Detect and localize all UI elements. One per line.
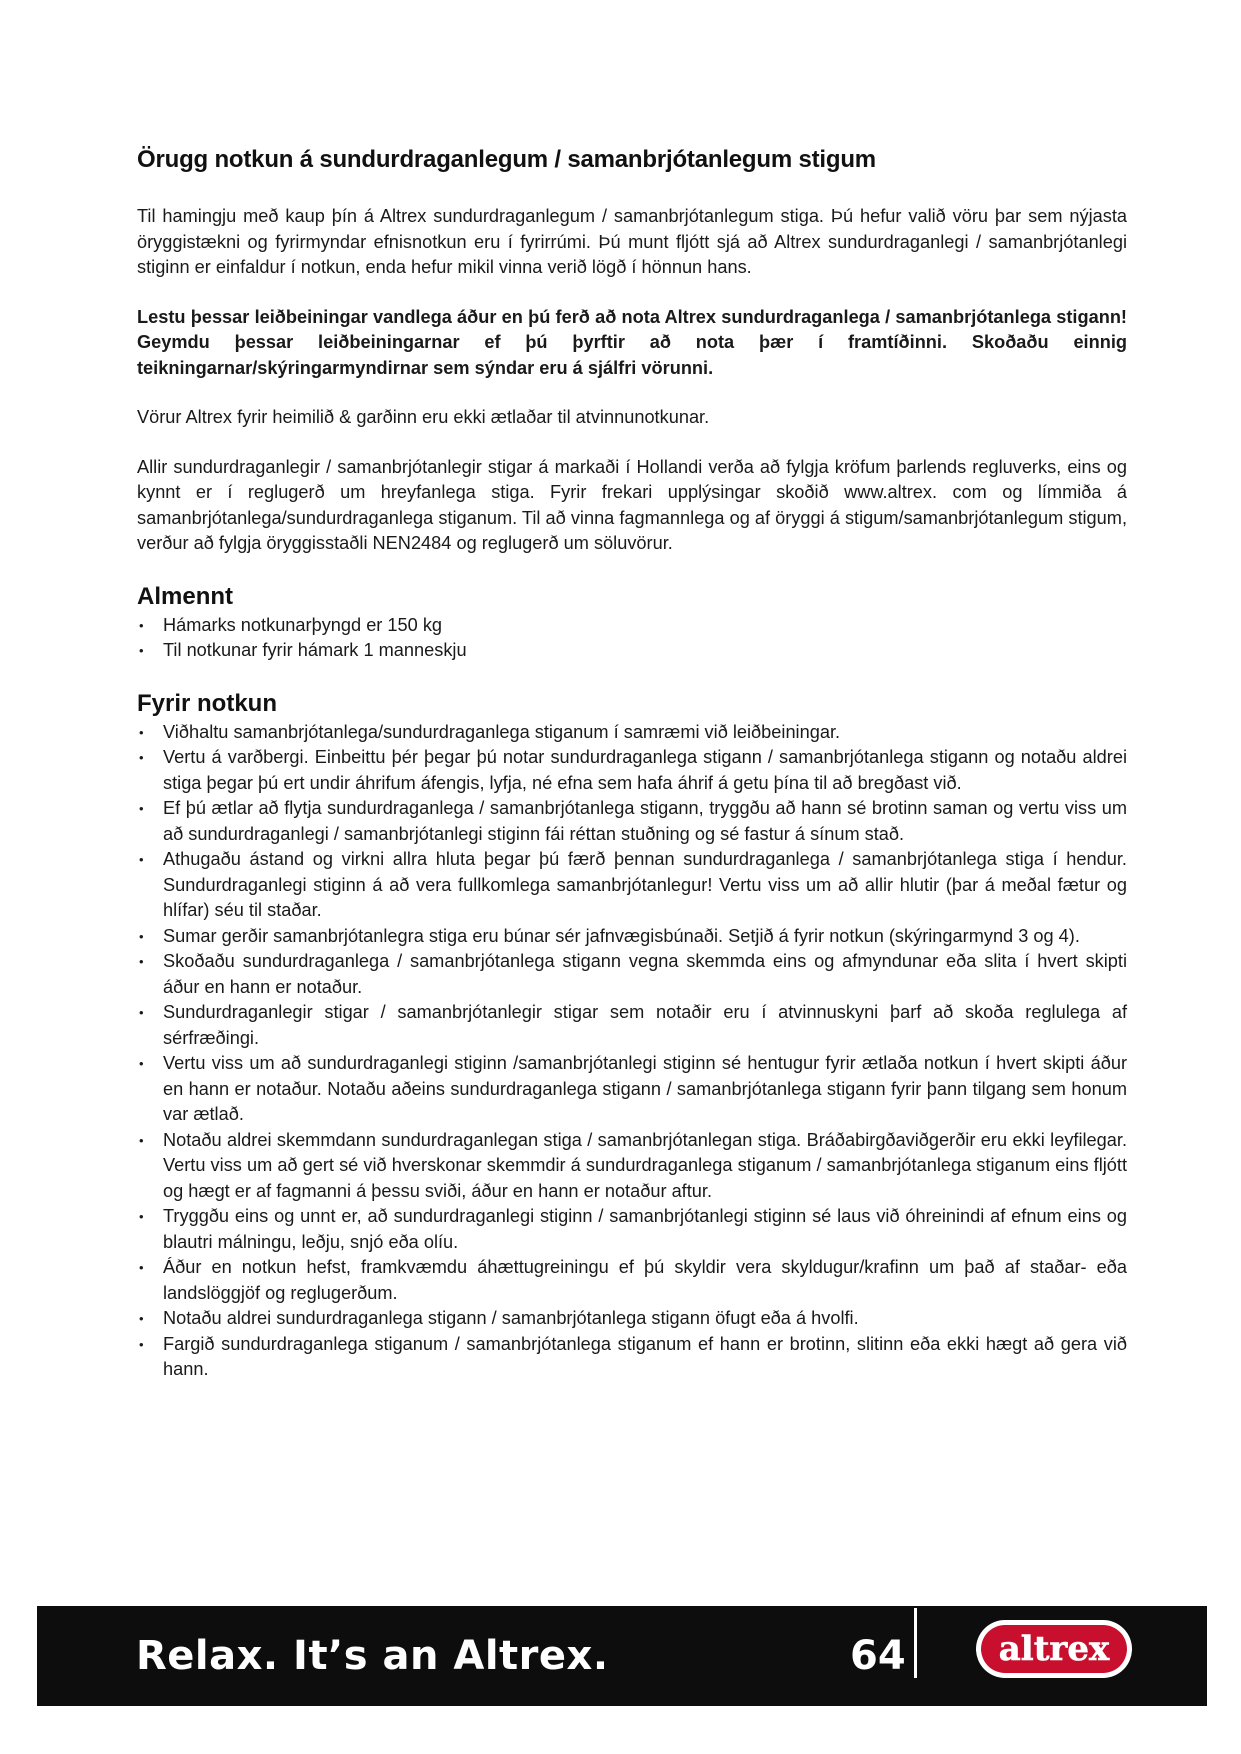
before-use-item-6: • Skoðaðu sundurdraganlega / samanbrjótanlega stigann vegna skemmda eins og afmyndunar eða slita í hvert skipti áður en hann er notaður. bbox=[137, 949, 1127, 1000]
before-use-heading: Fyrir notkun bbox=[137, 689, 278, 717]
regulation-paragraph: Allir sundurdraganlegir / samanbrjótanlegir stigar á markaði í Hollandi verða að fylgja kröfum þarlends regluverks, eins og kynnt er í reglugerð um hreyfanlega stiga. Fyrir frekari upplýsingar skoðið www.altrex. com og límmiða á samanbrjótanlega/sundurdraganlega stiganum. Til að vinna fagmannlega og af öryggi á stigum/samanbrjótanlegum stigum, verður að fylgja öryggisstaðli NEN2484 og reglugerð um söluvörur. bbox=[137, 456, 1127, 553]
warning-paragraph: Lestu þessar leiðbeiningar vandlega áður en þú ferð að nota Altrex sundurdraganlega / samanbrjótanlega stigann! Geymdu þessar leiðbeiningarnar ef þú þyrftir að nota þær í framtíðinni. Skoðaðu einnig teikningarnar/skýringarmyndirnar sem sýndar eru á sjálfri vörunni. bbox=[137, 306, 1127, 378]
before-use-item-2: • Vertu á varðbergi. Einbeittu þér þegar þú notar sundurdraganlega stigann / samanbrjótanlega stigann og notaðu aldrei stiga þegar þú ert undir áhrifum áfengis, lyfja, né efna sem hafa áhrif á getu þína til að bregðast við. bbox=[137, 745, 1127, 796]
before-use-item-9: • Notaðu aldrei skemmdann sundurdraganlegan stiga / samanbrjótanlegan stiga. Bráðabirgðaviðgerðir eru ekki leyfilegar. Vertu viss um að gert sé við hverskonar skemmdir á sundurdraganlega stiganum / samanbrjótanlega stiganum eins fljótt og hægt er af fagmanni á þessu sviði, áður en hann er notaður aftur. bbox=[137, 1128, 1127, 1205]
footer-bar bbox=[37, 1606, 1207, 1706]
general-heading: Almennt bbox=[137, 582, 233, 610]
intro-paragraph: Til hamingju með kaup þín á Altrex sundurdraganlegum / samanbrjótanlegum stiga. Þú hefur valið vöru þar sem nýjasta öryggistækni og fyrirmyndar efnisnotkun eru í fyrirrúmi. Þú munt fljótt sjá að Altrex sundurdraganlegi / samanbrjótanlegi stiginn er einfaldur í notkun, enda hefur mikil vinna verið lögð í hönnun hans. bbox=[137, 206, 1127, 277]
before-use-item-1: • Viðhaltu samanbrjótanlega/sundurdraganlega stiganum í samræmi við leiðbeiningar. bbox=[137, 720, 1127, 746]
general-list bbox=[137, 613, 1127, 664]
consumer-note-paragraph: Vörur Altrex fyrir heimilið & garðinn eru ekki ætlaðar til atvinnunotkunar. bbox=[137, 407, 710, 427]
altrex-logo-text: altrex bbox=[998, 1629, 1110, 1669]
footer-slogan: Relax. It’s an Altrex. bbox=[136, 1633, 609, 1679]
document-body bbox=[137, 146, 1127, 1383]
before-use-item-10: • Tryggðu eins og unnt er, að sundurdraganlegi stiginn / samanbrjótanlegi stiginn sé laus við óhreinindi af efnum eins og blautri málningu, leðju, snjó eða olíu. bbox=[137, 1204, 1127, 1255]
page-title: Örugg notkun á sundurdraganlegum / samanbrjótanlegum stigum bbox=[137, 146, 876, 173]
before-use-item-8: • Vertu viss um að sundurdraganlegi stiginn /samanbrjótanlegi stiginn sé hentugur fyrir ætlaða notkun í hvert skipti áður en hann er notaður. Notaðu aðeins sundurdraganlega stigann / samanbrjótanlega stigann fyrir þann tilgang sem honum var ætlað. bbox=[137, 1051, 1127, 1128]
before-use-item-12: • Notaðu aldrei sundurdraganlega stigann / samanbrjótanlega stigann öfugt eða á hvolfi. bbox=[137, 1306, 1127, 1332]
before-use-list bbox=[137, 720, 1127, 1383]
general-item-1: • Hámarks notkunarþyngd er 150 kg bbox=[137, 613, 1127, 639]
page-number: 64 bbox=[850, 1633, 906, 1679]
before-use-item-11: • Áður en notkun hefst, framkvæmdu áhættugreiningu ef þú skyldir vera skyldugur/krafinn um það af staðar- eða landslöggjöf og reglugerðum. bbox=[137, 1255, 1127, 1306]
before-use-item-7: • Sundurdraganlegir stigar / samanbrjótanlegir stigar sem notaðir eru í atvinnuskyni þarf að skoða reglulega af sérfræðingi. bbox=[137, 1000, 1127, 1051]
footer-divider bbox=[914, 1608, 917, 1678]
before-use-item-3: • Ef þú ætlar að flytja sundurdraganlega / samanbrjótanlega stigann, tryggðu að hann sé brotinn saman og vertu viss um að sundurdraganlegi / samanbrjótanlegi stiginn fái réttan stuðning og sé fastur á sínum stað. bbox=[137, 796, 1127, 847]
altrex-logo bbox=[974, 1618, 1134, 1680]
before-use-item-5: • Sumar gerðir samanbrjótanlegra stiga eru búnar sér jafnvægisbúnaði. Setjið á fyrir notkun (skýringarmynd 3 og 4). bbox=[137, 924, 1127, 950]
before-use-item-13: • Fargið sundurdraganlega stiganum / samanbrjótanlega stiganum ef hann er brotinn, slitinn eða ekki hægt að gera við hann. bbox=[137, 1332, 1127, 1383]
before-use-item-4: • Athugaðu ástand og virkni allra hluta þegar þú færð þennan sundurdraganlega / samanbrjótanlega stiga í hendur. Sundurdraganlegi stiginn á að vera fullkomlega samanbrjótanlegur! Vertu viss um að allir hlutir (þar á meðal fætur og hlífar) séu til staðar. bbox=[137, 847, 1127, 924]
general-item-2: • Til notkunar fyrir hámark 1 manneskju bbox=[137, 638, 1127, 664]
